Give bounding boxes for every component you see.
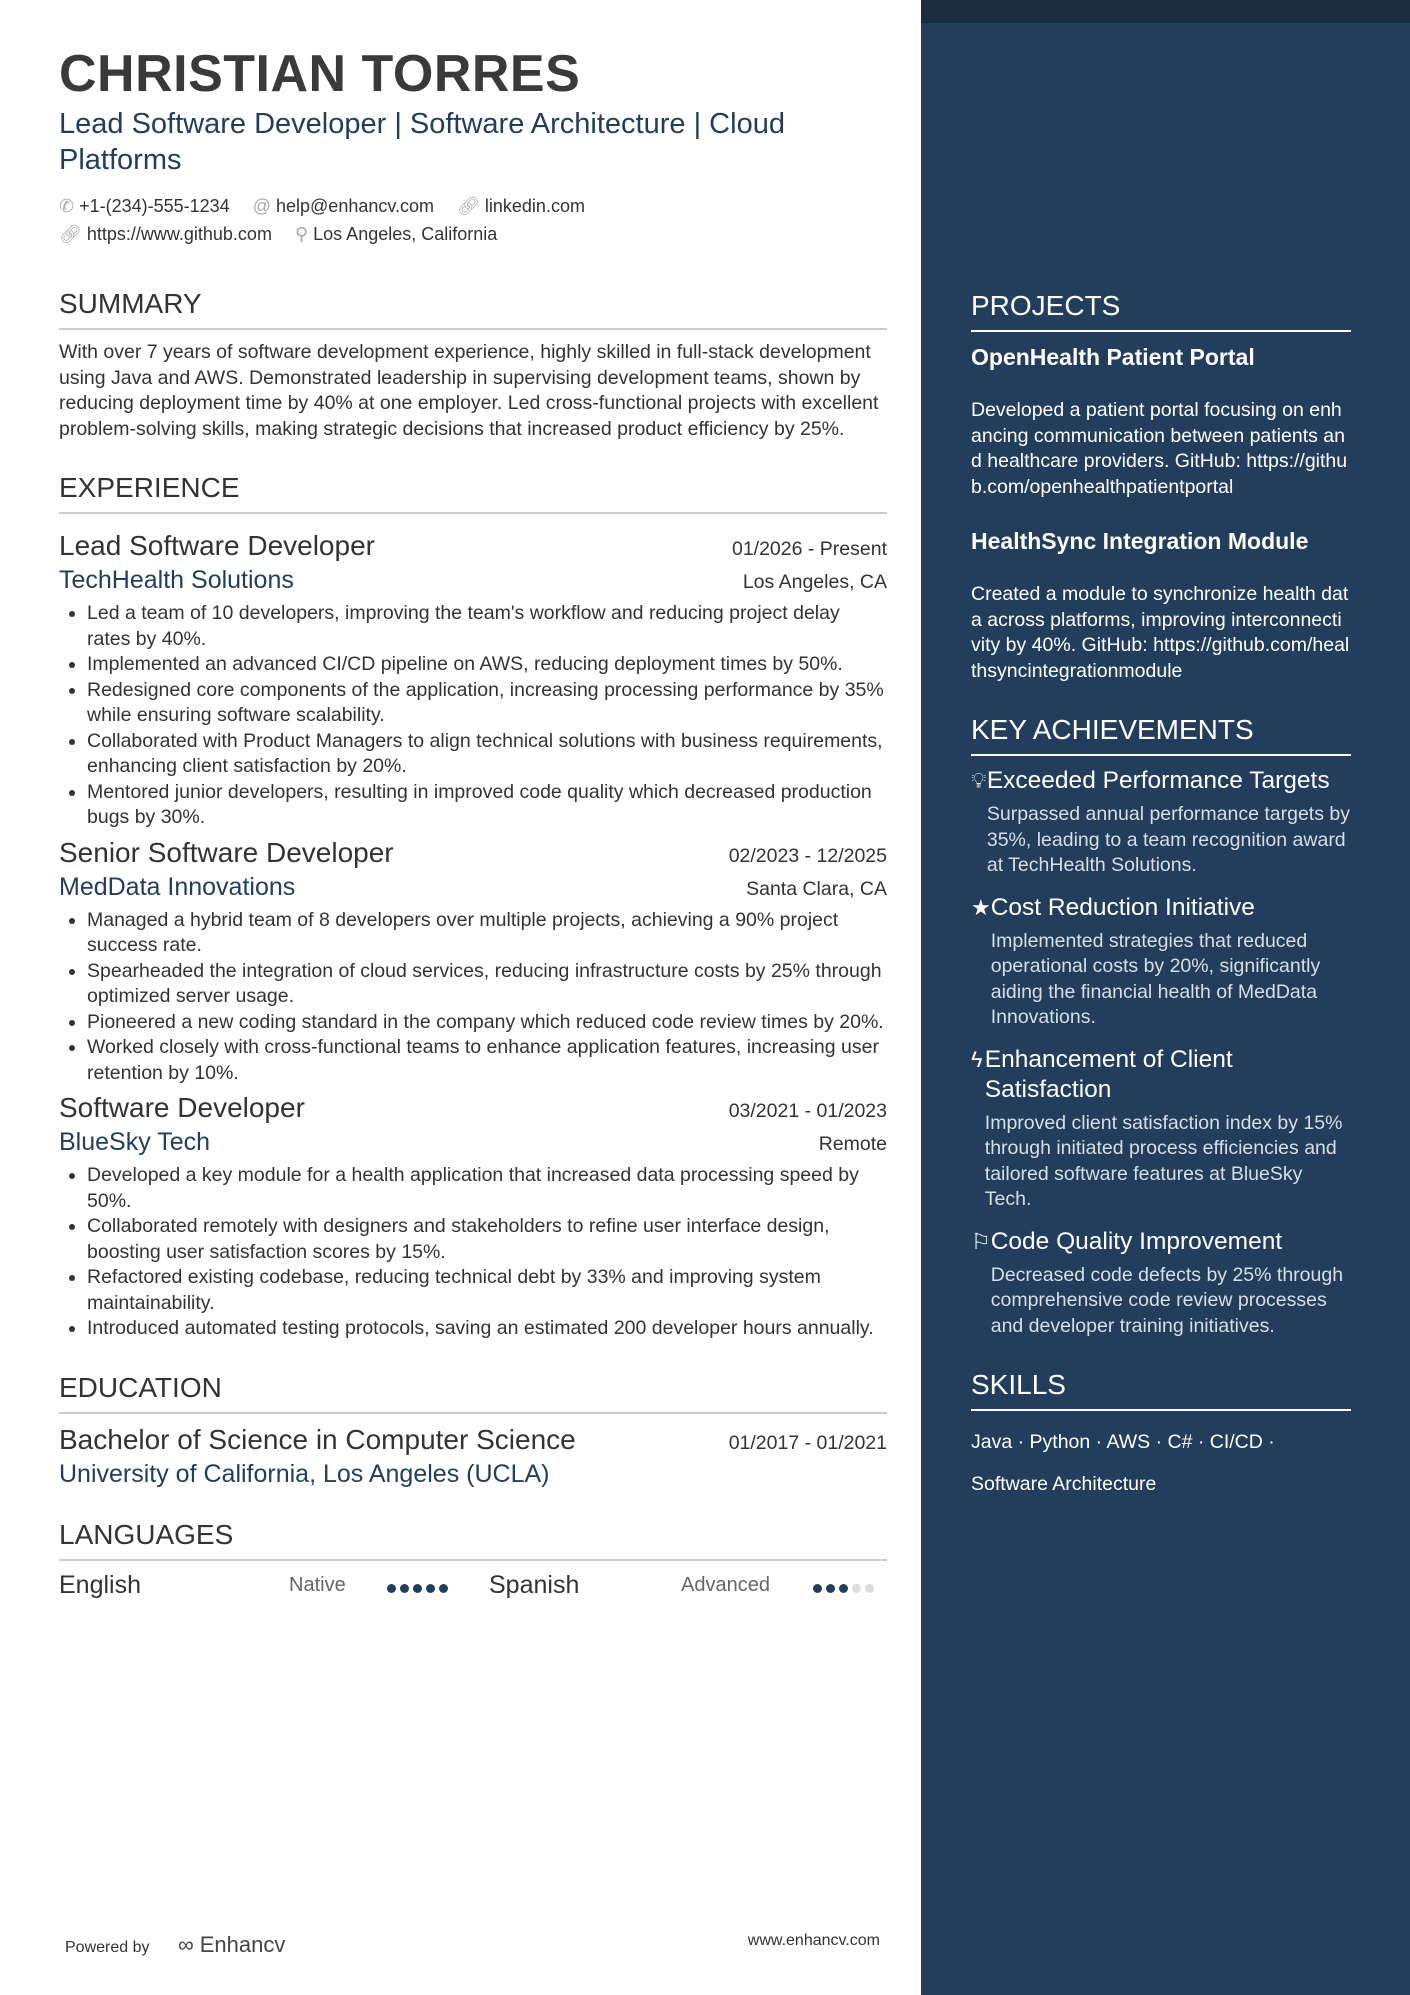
job-bullet: • Collaborated remotely with designers and stakeholders to refine user interface design, boosting user satisfaction scores by 15%. bbox=[87, 1214, 887, 1265]
job-location: Remote bbox=[818, 1133, 887, 1155]
degree: Bachelor of Science in Computer Science bbox=[59, 1423, 576, 1455]
job-dates: 02/2023 - 12/2025 bbox=[728, 844, 887, 867]
job-bullet: • Mentored junior developers, resulting in improved code quality which decreased production bugs by 30%. bbox=[87, 780, 887, 831]
education-dates: 01/2017 - 01/2021 bbox=[728, 1431, 887, 1454]
job-title: Software Developer bbox=[59, 1092, 305, 1123]
level-dot bbox=[387, 1584, 396, 1593]
job-dates: 03/2021 - 01/2023 bbox=[728, 1100, 887, 1122]
job-entry bbox=[59, 1086, 887, 1342]
achievement-title: Code Quality Improvement bbox=[990, 1227, 1283, 1255]
job-bullet: • Pioneered a new coding standard in the company which reduced code review times by 20%. bbox=[87, 1010, 887, 1036]
language-name: English bbox=[59, 1570, 141, 1599]
level-dot bbox=[400, 1584, 409, 1593]
job-bullet: • Spearheaded the integration of cloud services, reducing infrastructure costs by 25% through optimized server usage. bbox=[87, 959, 887, 1010]
achievement-title: Enhancement of Client Satisfaction bbox=[984, 1045, 1233, 1103]
achievement-title: Cost Reduction Initiative bbox=[990, 893, 1255, 921]
summary-text: With over 7 years of software development experience, highly skilled in full-stack development using Java and AWS. Demonstrated leadership in supervising development teams, shown by reducing deployment time by 40% at one employer. Led cross-functional projects with excellent problem-solving skills, making strategic decisions that increased product efficiency by 25%. bbox=[59, 341, 879, 440]
location: Los Angeles, California bbox=[313, 224, 498, 244]
candidate-title: Lead Software Developer | Software Architecture | Cloud Platforms bbox=[59, 108, 785, 176]
achievement-item bbox=[971, 1045, 1351, 1213]
languages-list bbox=[59, 1571, 887, 1600]
project-title: HealthSync Integration Module bbox=[971, 528, 1309, 554]
achievements-heading: KEY ACHIEVEMENTS bbox=[971, 714, 1351, 756]
level-dot bbox=[813, 1584, 822, 1593]
language-dots bbox=[387, 1571, 489, 1600]
achievement-text: Decreased code defects by 25% through comprehensive code review processes and developer training initiatives. bbox=[990, 1263, 1344, 1337]
summary-heading: SUMMARY bbox=[59, 288, 887, 330]
school: University of California, Los Angeles (UCLA) bbox=[59, 1459, 550, 1488]
footer bbox=[65, 1932, 880, 1958]
job-bullet: • Collaborated with Product Managers to align technical solutions with business requirements, enhancing client satisfaction by 20%. bbox=[87, 729, 887, 780]
languages-heading: LANGUAGES bbox=[59, 1519, 887, 1561]
language-level: Advanced bbox=[681, 1573, 770, 1596]
location-pin-icon: ⚲ bbox=[294, 224, 309, 244]
language-dots bbox=[813, 1571, 878, 1600]
job-bullet: • Managed a hybrid team of 8 developers over multiple projects, achieving a 90% project success rate. bbox=[87, 908, 887, 959]
company-name: BlueSky Tech bbox=[59, 1128, 211, 1156]
job-location: Los Angeles, CA bbox=[742, 571, 887, 593]
job-bullet: • Developed a key module for a health application that increased data processing speed by 50%. bbox=[87, 1163, 887, 1214]
lightbulb-icon: 💡︎ bbox=[971, 768, 987, 793]
level-dot bbox=[413, 1584, 422, 1593]
achievement-text: Implemented strategies that reduced operational costs by 20%, significantly aiding the financial health of MedData Innovations. bbox=[990, 929, 1321, 1028]
company-name: TechHealth Solutions bbox=[59, 566, 294, 594]
company-name: MedData Innovations bbox=[59, 872, 296, 901]
level-dot bbox=[852, 1584, 861, 1593]
link-icon: 🔗︎ bbox=[457, 196, 480, 216]
phone[interactable]: +1-(234)-555-1234 bbox=[79, 196, 230, 216]
top-strip bbox=[921, 0, 1410, 23]
level-dot bbox=[826, 1584, 835, 1593]
linkedin[interactable]: linkedin.com bbox=[484, 196, 585, 216]
at-icon: @ bbox=[252, 196, 271, 216]
achievement-text: Improved client satisfaction index by 15% through initiated process efficiencies and tailored software features at BlueSky Tech. bbox=[984, 1111, 1343, 1210]
star-icon: ★ bbox=[971, 894, 991, 920]
link-icon: 🔗︎ bbox=[59, 224, 82, 244]
experience-heading: EXPERIENCE bbox=[59, 472, 887, 514]
projects-heading: PROJECTS bbox=[971, 290, 1351, 332]
phone-icon: ✆ bbox=[59, 196, 75, 216]
level-dot bbox=[426, 1584, 435, 1593]
achievements-list bbox=[971, 766, 1351, 1339]
job-title: Lead Software Developer bbox=[59, 530, 375, 561]
job-entry bbox=[59, 524, 887, 831]
language-level: Native bbox=[289, 1573, 346, 1596]
achievement-text: Surpassed annual performance targets by 35%, leading to a team recognition award at TechHealth Solutions. bbox=[986, 803, 1350, 876]
achievement-item bbox=[971, 893, 1351, 1031]
contact-info bbox=[59, 192, 887, 248]
sidebar bbox=[921, 0, 1410, 1995]
footer-url[interactable]: www.enhancv.com bbox=[747, 1932, 880, 1949]
language-name: Spanish bbox=[489, 1570, 580, 1599]
achievement-item bbox=[971, 1227, 1351, 1340]
enhancv-logo: ∞ Enhancv bbox=[177, 1932, 286, 1957]
job-bullet: • Worked closely with cross-functional teams to enhance application features, increasing user retention by 10%. bbox=[87, 1035, 887, 1086]
job-location: Santa Clara, CA bbox=[746, 877, 887, 900]
level-dot bbox=[865, 1584, 874, 1593]
job-bullet: • Led a team of 10 developers, improving the team's workflow and reducing project delay rates by 40%. bbox=[87, 601, 887, 652]
job-bullet: • Refactored existing codebase, reducing technical debt by 33% and improving system maintainability. bbox=[87, 1265, 887, 1316]
level-dot bbox=[839, 1584, 848, 1593]
job-bullet: • Implemented an advanced CI/CD pipeline on AWS, reducing deployment times by 50%. bbox=[87, 652, 887, 678]
powered-by: Powered by bbox=[65, 1939, 150, 1956]
lightning-icon: ϟ bbox=[971, 1046, 983, 1072]
skills-heading: SKILLS bbox=[971, 1369, 1351, 1411]
experience-list bbox=[59, 524, 887, 1342]
main-column bbox=[59, 44, 887, 1600]
project-title: OpenHealth Patient Portal bbox=[971, 344, 1255, 370]
education-heading: EDUCATION bbox=[59, 1372, 887, 1414]
candidate-name: CHRISTIAN TORRES bbox=[59, 45, 581, 103]
level-dot bbox=[439, 1584, 448, 1593]
job-bullet: • Redesigned core components of the application, increasing processing performance by 35% while ensuring software scalability. bbox=[87, 678, 887, 729]
github[interactable]: https://www.github.com bbox=[86, 224, 272, 244]
flag-icon: ⚐ bbox=[971, 1228, 991, 1254]
skills-list: Java · Python · AWS · C# · CI/CD · Software Architecture bbox=[971, 1431, 1275, 1495]
project-text: Developed a patient portal focusing on enhancing communication between patients and healthcare providers. GitHub: https://github.com/openhealthpatientportal bbox=[971, 399, 1348, 498]
email[interactable]: help@enhancv.com bbox=[276, 196, 435, 216]
project-text: Created a module to synchronize health data across platforms, improving interconnectivity by 40%. GitHub: https://github.com/healthsyncintegrationmodule bbox=[971, 583, 1350, 682]
job-entry bbox=[59, 831, 887, 1087]
job-title: Senior Software Developer bbox=[59, 836, 394, 868]
job-bullet: • Introduced automated testing protocols, saving an estimated 200 developer hours annually. bbox=[87, 1316, 887, 1342]
job-dates: 01/2026 - Present bbox=[731, 538, 887, 560]
achievement-item bbox=[971, 766, 1351, 879]
achievement-title: Exceeded Performance Targets bbox=[986, 767, 1330, 794]
